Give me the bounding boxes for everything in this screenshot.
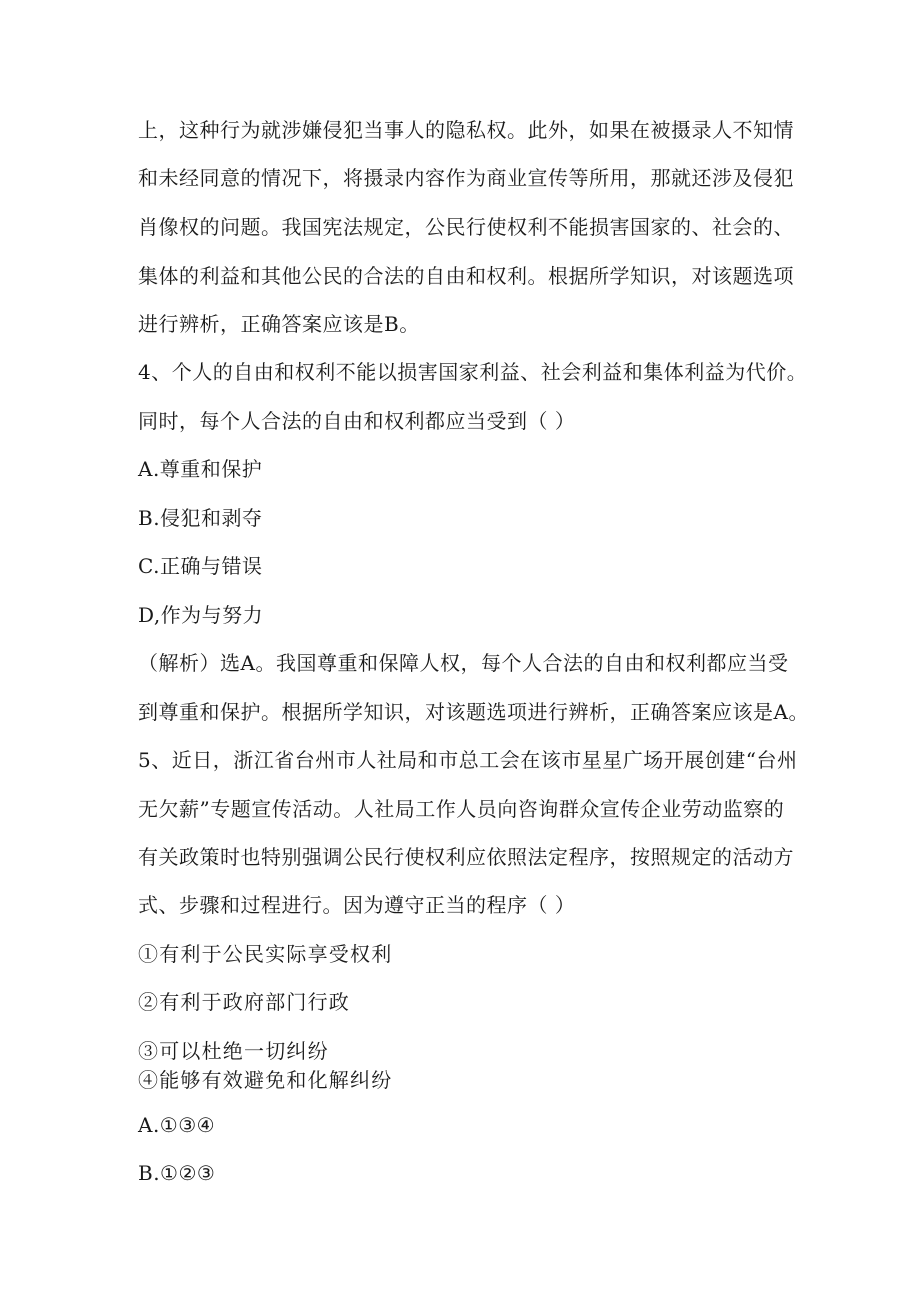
question-4-line-1: 4、个人的自由和权利不能以损害国家利益、社会利益和集体利益为代价。	[138, 360, 808, 384]
question-5-option-b: B.①②③	[138, 1161, 216, 1185]
question-4-option-d: D,作为与努力	[138, 603, 264, 627]
question-5-line-3: 有关政策时也特别强调公民行使权利应依照法定程序，按照规定的活动方	[138, 845, 794, 869]
answer-text-line-5: 进行辨析，正确答案应该是B。	[138, 312, 420, 336]
question-5-line-2: 无欠薪”专题宣传活动。人社局工作人员向咨询群众宣传企业劳动监察的	[138, 797, 785, 821]
answer-text-line-3: 肖像权的问题。我国宪法规定，公民行使权利不能损害国家的、社会的、	[138, 215, 794, 239]
question-5-item-2: ②有利于政府部门行政	[138, 990, 350, 1014]
question-5-line-4: 式、步骤和过程进行。因为遵守正当的程序（ ）	[138, 893, 576, 917]
question-4-option-b: B.侵犯和剥夺	[138, 506, 263, 530]
answer-text-line-4: 集体的利益和其他公民的合法的自由和权利。根据所学知识，对该题选项	[138, 264, 794, 288]
answer-text-line-2: 和未经同意的情况下，将摄录内容作为商业宣传等所用，那就还涉及侵犯	[138, 166, 794, 190]
question-5-item-1: ①有利于公民实际享受权利	[138, 942, 393, 966]
question-5-item-4: ④能够有效避免和化解纠纷	[138, 1068, 393, 1092]
question-5-option-a: A.①③④	[138, 1113, 216, 1137]
question-4-line-2: 同时，每个人合法的自由和权利都应当受到（ ）	[138, 409, 576, 433]
question-4-analysis-line-1: （解析）选A。我国尊重和保障人权，每个人合法的自由和权利都应当受	[138, 651, 789, 675]
question-4-option-c: C.正确与错误	[138, 554, 263, 578]
question-4-analysis-line-2: 到尊重和保护。根据所学知识，对该题选项进行辨析，正确答案应该是A。	[138, 700, 809, 724]
answer-text-line-1: 上，这种行为就涉嫌侵犯当事人的隐私权。此外，如果在被摄录人不知情	[138, 118, 794, 142]
question-5-item-3: ③可以杜绝一切纠纷	[138, 1039, 329, 1063]
question-4-option-a: A.尊重和保护	[138, 457, 263, 481]
question-5-line-1: 5、近日，浙江省台州市人社局和市总工会在该市星星广场开展创建“台州	[138, 748, 798, 772]
